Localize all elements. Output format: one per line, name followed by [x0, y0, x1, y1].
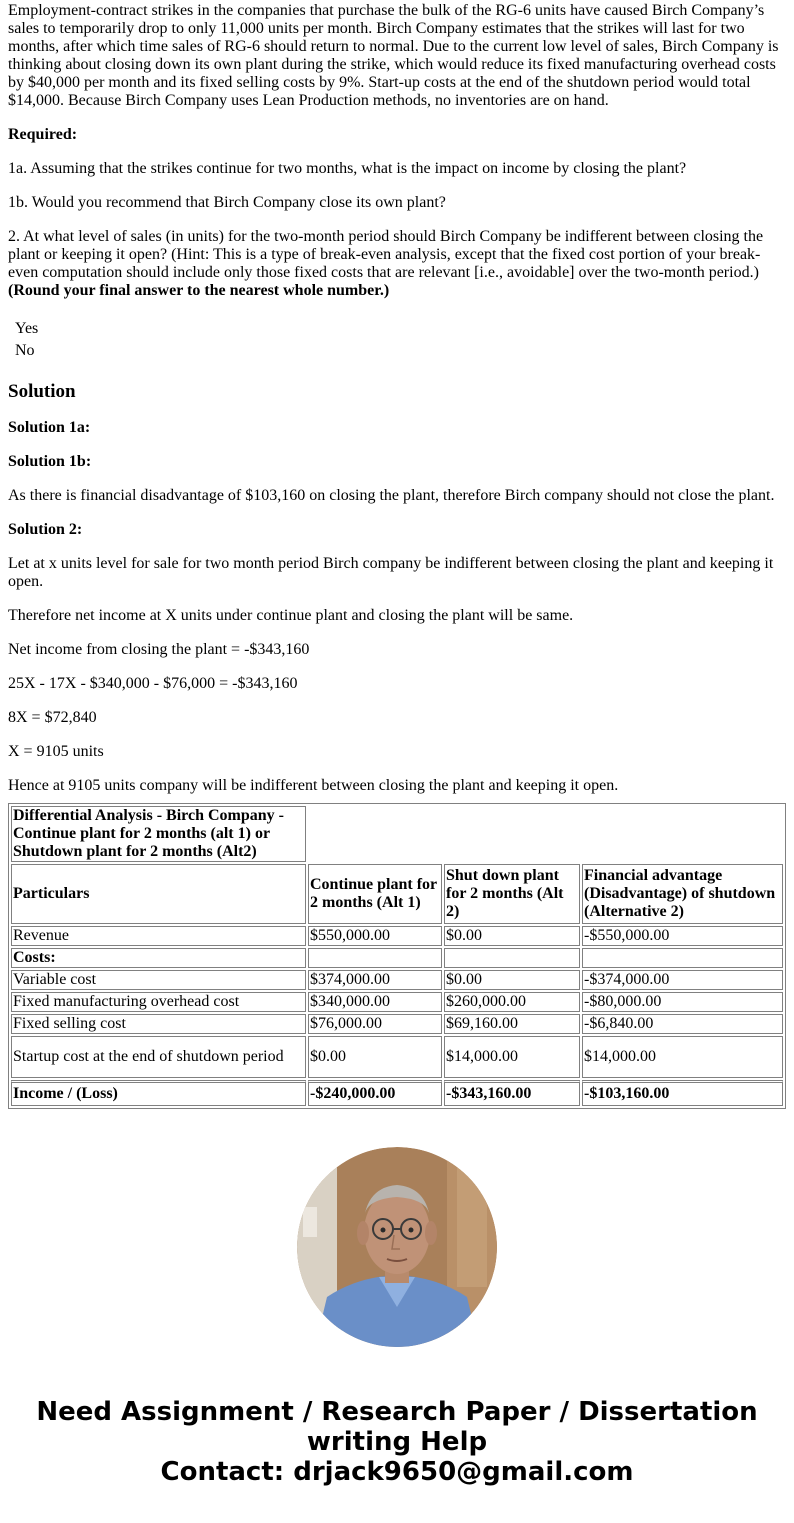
- row-alt1: $76,000.00: [308, 1014, 442, 1034]
- row-difference: $14,000.00: [582, 1036, 783, 1078]
- row-label: Fixed manufacturing overhead cost: [11, 992, 306, 1012]
- row-alt2: $14,000.00: [444, 1036, 580, 1078]
- table-row: [11, 1014, 783, 1034]
- row-alt1: $374,000.00: [308, 970, 442, 990]
- footer-contact-line: Contact: drjack9650@gmail.com: [160, 1457, 634, 1487]
- solution-2-line: Therefore net income at X units under continue plant and closing the plant will be same.: [8, 607, 574, 624]
- option-yes[interactable]: Yes: [15, 320, 39, 337]
- row-label: Revenue: [11, 926, 306, 946]
- row-alt1: [308, 948, 442, 968]
- row-alt1: $340,000.00: [308, 992, 442, 1012]
- row-label: Fixed selling cost: [11, 1014, 306, 1034]
- row-difference: -$80,000.00: [582, 992, 783, 1012]
- solution-2-line: Hence at 9105 units company will be indifferent between closing the plant and keeping it open.: [8, 777, 619, 794]
- row-label: Costs:: [11, 948, 306, 968]
- header-difference: Financial advantage (Disadvantage) of shutdown (Alternative 2): [582, 864, 783, 924]
- row-alt1: $550,000.00: [308, 926, 442, 946]
- table-row: [11, 992, 783, 1012]
- author-photo: [297, 1147, 497, 1347]
- solution-2-line: 25X - 17X - $340,000 - $76,000 = -$343,160: [8, 675, 298, 692]
- row-difference: [582, 948, 783, 968]
- solution-2-line: Let at x units level for sale for two month period Birch company be indifferent between closing the plant and keeping it open.: [8, 555, 774, 590]
- header-alt1: Continue plant for 2 months (Alt 1): [308, 864, 442, 924]
- table-title: Differential Analysis - Birch Company - Continue plant for 2 months (alt 1) or Shutdown plant for 2 months (Alt2): [11, 806, 306, 862]
- solution-2-line: 8X = $72,840: [8, 709, 97, 726]
- row-alt2: $260,000.00: [444, 992, 580, 1012]
- solution-heading: Solution: [8, 381, 76, 402]
- row-difference: -$374,000.00: [582, 970, 783, 990]
- table-row: [11, 926, 783, 946]
- question-2-note: (Round your final answer to the nearest whole number.): [8, 282, 390, 299]
- row-difference: -$550,000.00: [582, 926, 783, 946]
- solution-2-line: X = 9105 units: [8, 743, 104, 760]
- total-difference: -$103,160.00: [582, 1080, 783, 1106]
- total-alt1: -$240,000.00: [308, 1080, 442, 1106]
- option-no[interactable]: No: [15, 342, 35, 359]
- answer-options: [8, 318, 786, 362]
- solution-1b-text: As there is financial disadvantage of $103,160 on closing the plant, therefore Birch company should not close the plant.: [8, 487, 775, 504]
- row-label: Variable cost: [11, 970, 306, 990]
- table-total-row: [11, 1080, 783, 1106]
- header-alt2: Shut down plant for 2 months (Alt 2): [444, 864, 580, 924]
- table-title-spacer: [308, 806, 783, 862]
- solution-1a-label: Solution 1a:: [8, 419, 91, 436]
- header-particulars: Particulars: [11, 864, 306, 924]
- required-label: Required:: [8, 126, 78, 143]
- solution-1b-label: Solution 1b:: [8, 453, 92, 470]
- row-alt2: [444, 948, 580, 968]
- table-row: [11, 948, 783, 968]
- solution-2-line: Net income from closing the plant = -$343,160: [8, 641, 310, 658]
- table-title-row: [11, 806, 783, 862]
- problem-intro: Employment-contract strikes in the companies that purchase the bulk of the RG-6 units have caused Birch Company’s sales to temporarily drop to only 11,000 units per month. Birch Company estimates that the strikes will last for two months, after which time sales of RG-6 should return to normal. Due to the current low level of sales, Birch Company is thinking about closing down its own plant during the strike, which would reduce its fixed manufacturing overhead costs by $40,000 per month and its fixed selling costs by 9%. Start-up costs at the end of the shutdown period would total $14,000. Because Birch Company uses Lean Production methods, no inventories are on hand.: [8, 2, 779, 109]
- question-1a: 1a. Assuming that the strikes continue for two months, what is the impact on income by closing the plant?: [8, 160, 687, 177]
- row-difference: -$6,840.00: [582, 1014, 783, 1034]
- row-alt2: $0.00: [444, 970, 580, 990]
- question-2: 2. At what level of sales (in units) for the two-month period should Birch Company be indifferent between closing the plant or keeping it open? (Hint: This is a type of break-even analysis, except that the fixed cost portion of your break-even computation should include only those fixed costs that are relevant [i.e., avoidable] over the two-month period.): [8, 228, 764, 281]
- row-label: Startup cost at the end of shutdown period: [11, 1036, 306, 1078]
- total-label: Income / (Loss): [11, 1080, 306, 1106]
- table-row: [11, 1036, 783, 1078]
- footer-help-line: Need Assignment / Research Paper / Dissertation writing Help: [36, 1397, 758, 1457]
- footer-promo: [8, 1397, 786, 1487]
- differential-analysis-table: [8, 803, 786, 1109]
- author-photo-wrap: [8, 1147, 786, 1347]
- question-1b: 1b. Would you recommend that Birch Company close its own plant?: [8, 194, 446, 211]
- solution-2-label: Solution 2:: [8, 521, 83, 538]
- total-alt2: -$343,160.00: [444, 1080, 580, 1106]
- author-portrait-icon: [297, 1147, 497, 1347]
- table-header-row: [11, 864, 783, 924]
- row-alt2: $0.00: [444, 926, 580, 946]
- row-alt2: $69,160.00: [444, 1014, 580, 1034]
- row-alt1: $0.00: [308, 1036, 442, 1078]
- table-row: [11, 970, 783, 990]
